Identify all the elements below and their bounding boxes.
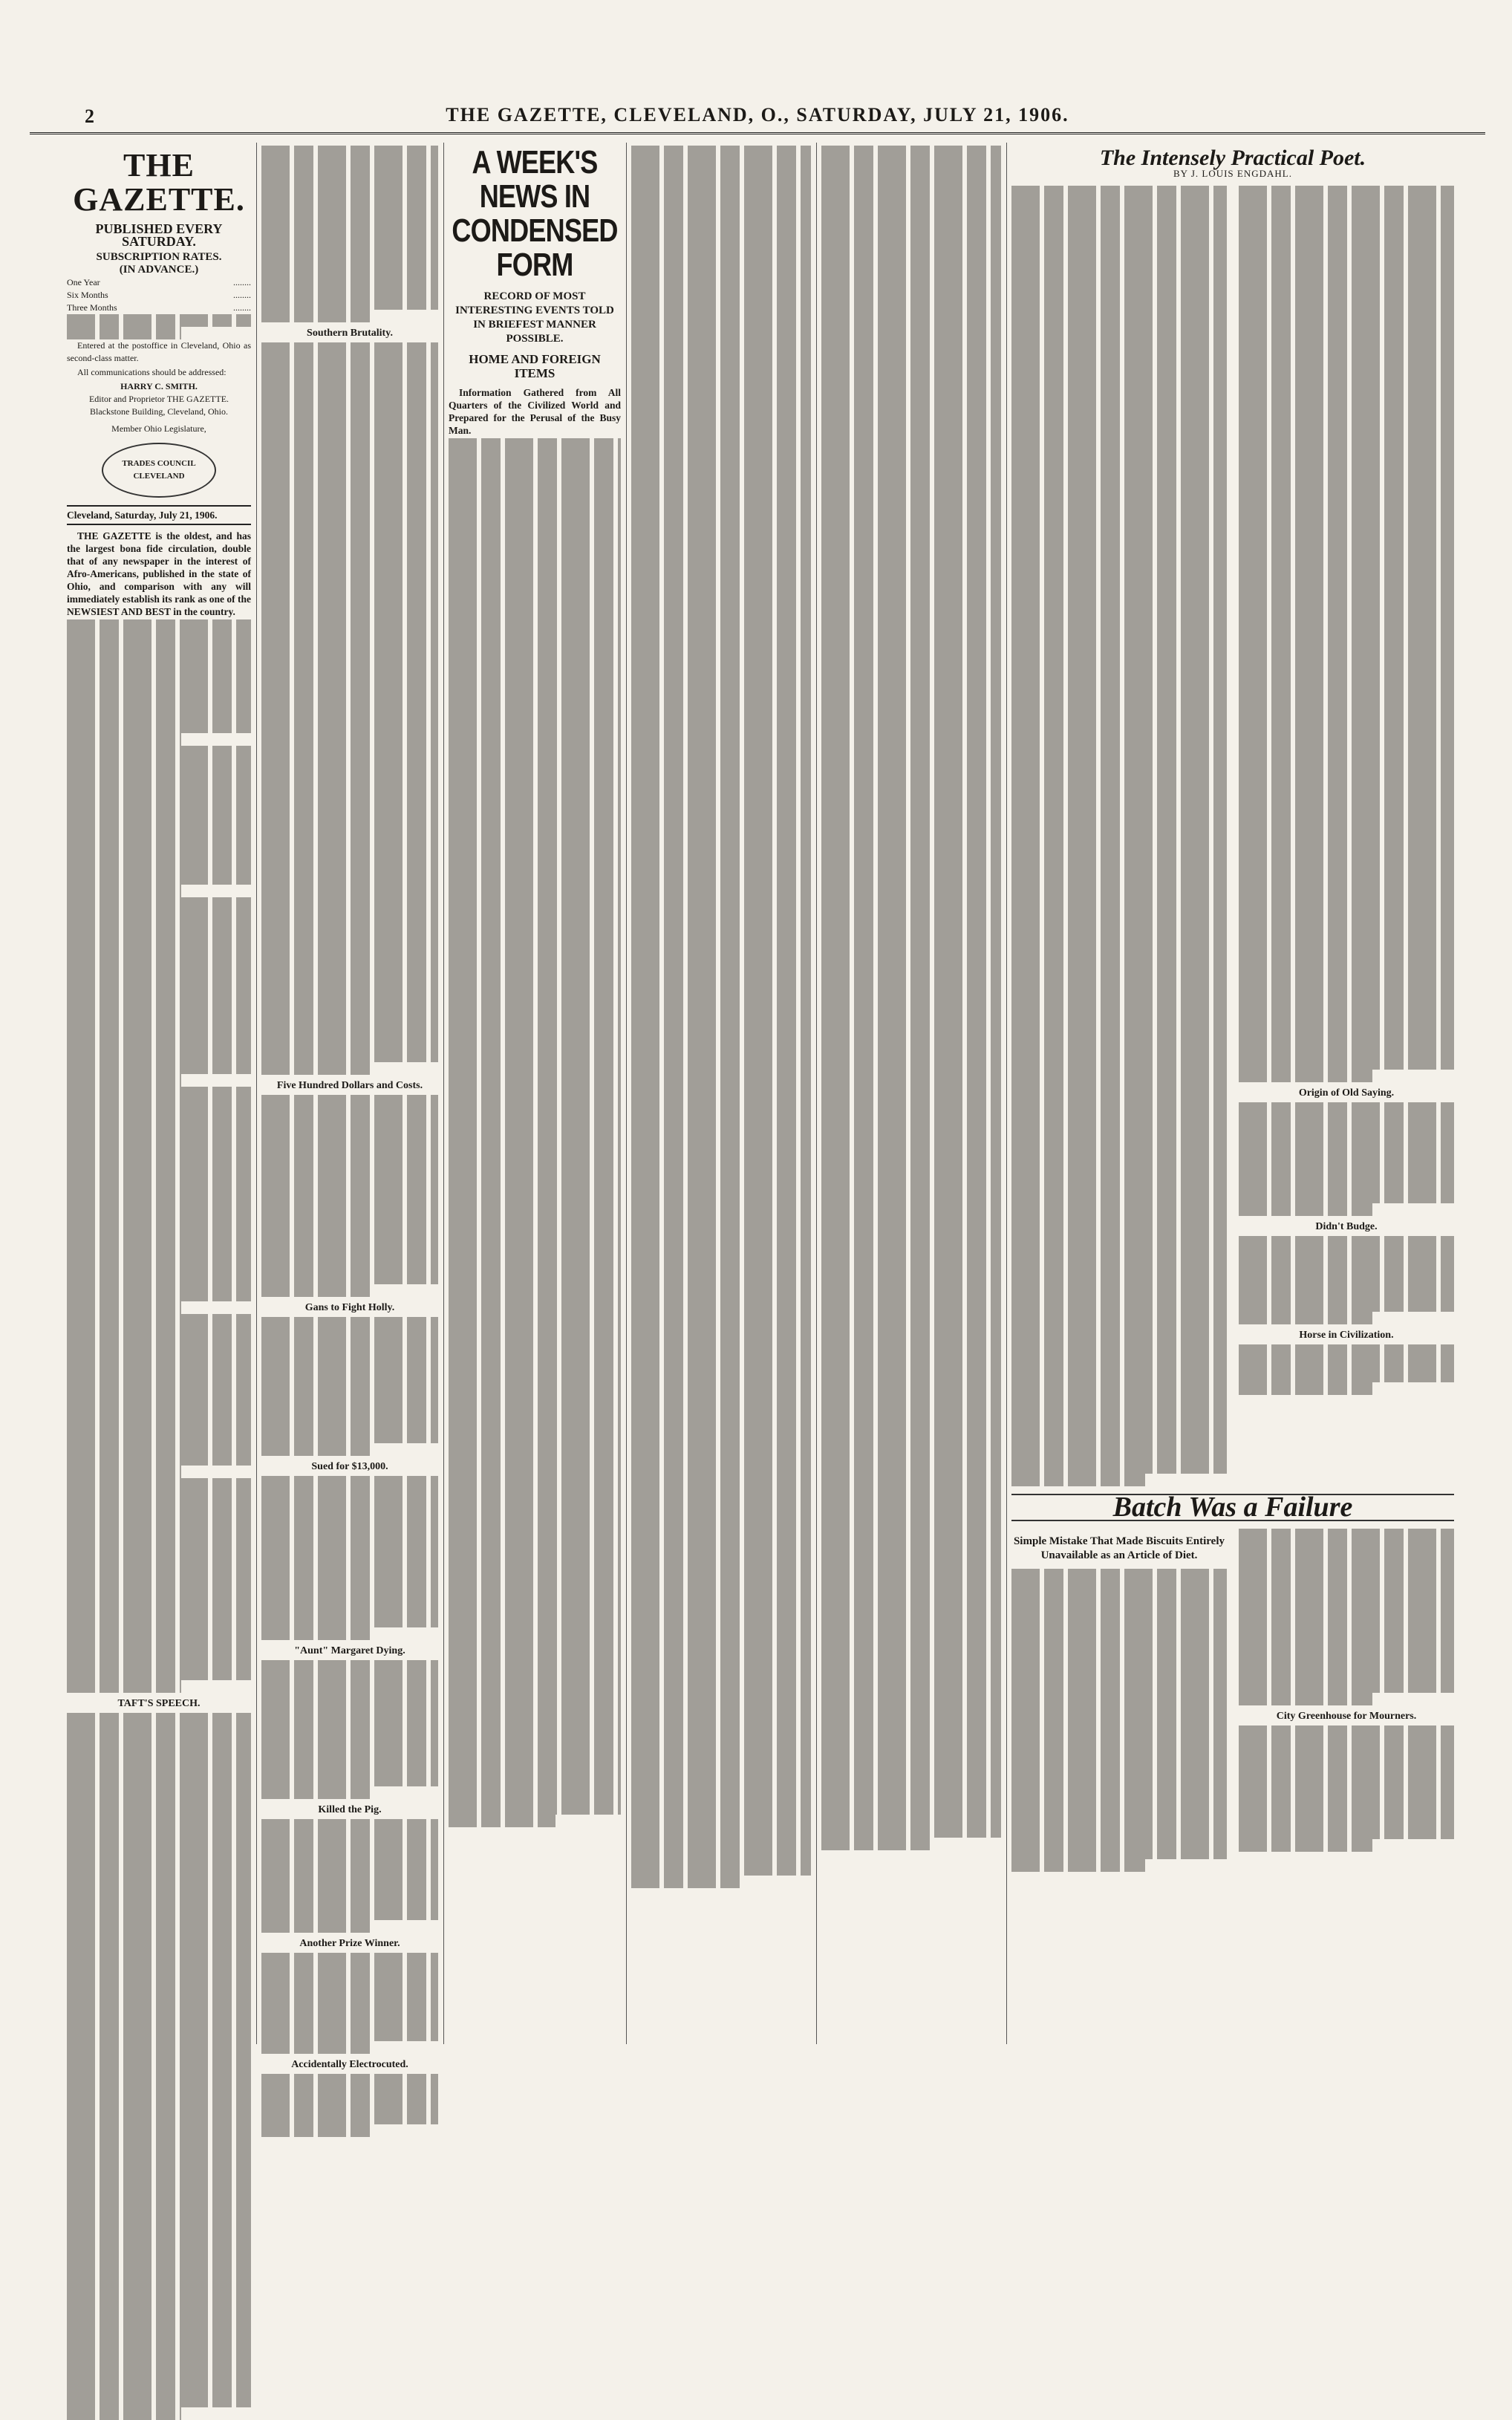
gans-holly-heading: Gans to Fight Holly. [304, 1302, 395, 1313]
southern-brutality-heading: Southern Brutality. [307, 328, 393, 339]
origin-saying-heading: Origin of Old Saying. [1298, 1087, 1395, 1099]
prize-winner-heading: Another Prize Winner. [299, 1938, 400, 1949]
intro-paragraph: Information Gathered from All Quarters of the Civilized World and Prepared for the Perusal of the Busy Man. [449, 387, 621, 436]
article-text [261, 1095, 438, 1297]
column-5 [821, 146, 1001, 2047]
column-2 [261, 146, 438, 2070]
column-6-7 [1011, 146, 1454, 2047]
article-text [67, 619, 251, 1693]
legislature-note: Member Ohio Legislature, [111, 423, 206, 434]
poet-columns [1011, 186, 1454, 1486]
column-rule [626, 143, 627, 2044]
article-text [631, 146, 811, 1888]
article-text [261, 1953, 438, 2054]
issue-date: Cleveland, Saturday, July 21, 1906. [67, 505, 251, 525]
article-text [261, 2074, 438, 2137]
article-text [1011, 1569, 1227, 1872]
column-rule [1006, 143, 1007, 2044]
gazette-title: THE GAZETTE. [73, 147, 245, 218]
editor-name: HARRY C. SMITH. [120, 381, 198, 391]
article-text [1239, 1236, 1454, 1324]
batch-columns [1011, 1529, 1454, 1872]
article-text [261, 1317, 438, 1456]
column-rule [816, 143, 817, 2044]
article-text [1239, 1725, 1454, 1852]
article-text [1239, 186, 1454, 1082]
home-foreign-deck: HOME AND FOREIGN ITEMS [469, 352, 601, 380]
rates-heading: SUBSCRIPTION RATES. [96, 251, 222, 263]
column-3 [449, 146, 621, 2047]
electrocuted-heading: Accidentally Electrocuted. [291, 2059, 408, 2070]
editor-role: Editor and Proprietor THE GAZETTE. [88, 394, 229, 404]
entered-note: Entered at the postoffice in Cleveland, Ohio as second-class matter. [67, 340, 251, 363]
rates-advance: (IN ADVANCE.) [119, 264, 199, 276]
article-text [1239, 1102, 1454, 1216]
article-text [261, 1660, 438, 1799]
dateline: THE GAZETTE, CLEVELAND, O., SATURDAY, JULY 21, 1906. [446, 104, 1069, 126]
batch-left [1011, 1529, 1227, 1872]
didnt-budge-heading: Didn't Budge. [1315, 1221, 1378, 1232]
weeks-news-headline: A WEEK'S NEWS IN CONDENSED FORM [452, 144, 618, 283]
article-text [261, 1819, 438, 1933]
article-text [67, 1713, 251, 2420]
office-location: Blackstone Building, Cleveland, Ohio. [90, 406, 228, 417]
aunt-margaret-heading: "Aunt" Margaret Dying. [294, 1645, 405, 1656]
article-text [261, 146, 438, 322]
city-greenhouse-heading: City Greenhouse for Mourners. [1276, 1711, 1417, 1722]
column-4 [631, 146, 811, 2047]
batch-deck: Simple Mistake That Made Biscuits Entirely Unavailable as an Article of Diet. [1013, 1535, 1225, 1561]
lede-paragraph: THE GAZETTE is the oldest, and has the largest bona fide circulation, double that of any newspaper in the interest of Afro-Americans, published in the state of Ohio, and comparison with any will immediately establish its rank as one of the NEWSIEST AND BEST in the country. [67, 530, 251, 617]
article-text [1239, 1344, 1454, 1395]
column-rule [256, 143, 257, 2044]
column-1 [67, 146, 251, 2047]
masthead [30, 104, 1485, 134]
column-rule [443, 143, 444, 2044]
weeks-news-deck: RECORD OF MOST INTERESTING EVENTS TOLD IN BRIEFEST MANNER POSSIBLE. [455, 290, 614, 345]
poet-right [1239, 186, 1454, 1486]
article-text [261, 1476, 438, 1640]
rates-table: One Year ........ Six Months ........ Three Months ........ [67, 277, 251, 313]
batch-right [1239, 1529, 1454, 1872]
batch-failure-title: Batch Was a Failure [1011, 1494, 1454, 1521]
taft-speech-heading: TAFT'S SPEECH. [117, 1698, 201, 1709]
article-text [449, 438, 621, 1827]
horse-civilization-heading: Horse in Civilization. [1299, 1330, 1394, 1341]
poet-title: The Intensely Practical Poet. [1099, 146, 1366, 170]
article-text [261, 342, 438, 1075]
killed-pig-heading: Killed the Pig. [318, 1804, 382, 1815]
union-seal-logo: TRADES COUNCIL CLEVELAND [102, 443, 216, 498]
sued-heading: Sued for $13,000. [311, 1461, 388, 1472]
page-number: 2 [85, 105, 94, 127]
five-hundred-heading: Five Hundred Dollars and Costs. [276, 1080, 423, 1091]
article-text [1239, 1529, 1454, 1705]
article-text [821, 146, 1001, 1850]
address-heading: All communications should be addressed: [77, 367, 227, 377]
poet-left [1011, 186, 1227, 1486]
poet-byline: BY J. LOUIS ENGDAHL. [1173, 168, 1292, 179]
article-text [1011, 186, 1227, 1486]
rates-note [67, 314, 251, 339]
published-line: PUBLISHED EVERY SATURDAY. [95, 221, 223, 249]
